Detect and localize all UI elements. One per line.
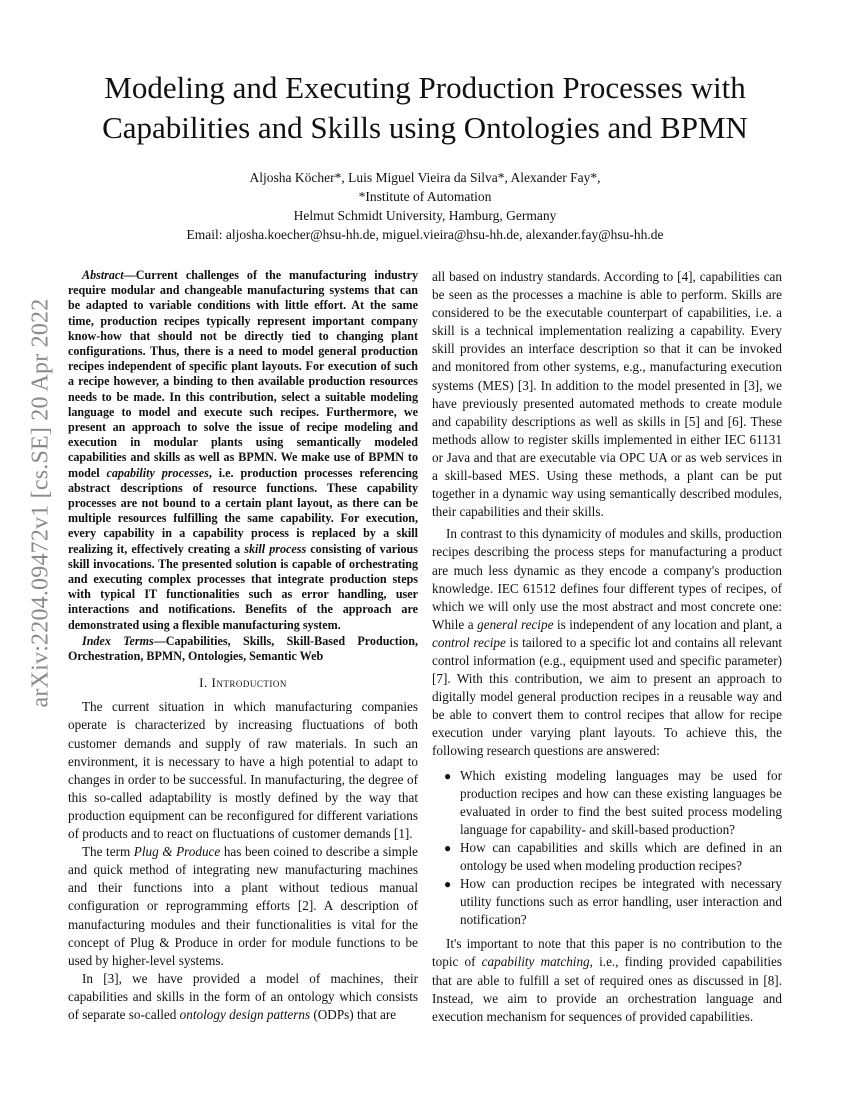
abstract-label: Abstract [82, 268, 124, 282]
author-emails: Email: aljosha.koecher@hsu-hh.de, miguel.vieira@hsu-hh.de, alexander.fay@hsu-hh.de [186, 227, 664, 242]
abstract-em-1: capability processes [106, 465, 209, 480]
right-paragraph-3 [432, 935, 782, 1025]
right-p2-text-b: is independent of any location and plant, a [553, 616, 782, 632]
right-p2-text-c: is tailored to a specific lot and contains all relevant control information (e.g., equipment used and specific parameter) [7]. With this contribution, we aim to present an approach to digitally model general production recipes in a reusable way and be able to convert them to control recipes that allow for recipe execution under varying plant layouts. To achieve this, the following research questions are answered: [432, 634, 782, 759]
right-p2-text-a: In contrast to this dynamicity of modules and skills, production recipes describing the process steps for manufacturing a product are much less dynamic as they encode a company's production knowledge. IEC 61512 defines four different types of recipes, of which we will only use the most abstract and most concrete one: While a [432, 526, 782, 632]
intro-p3-em: ontology design patterns [179, 1006, 311, 1022]
index-terms-label: Index Terms [82, 633, 154, 648]
abstract-text-1: —Current challenges of the manufacturing industry require modular and changeable manufacturing systems that can be adapted to variable conditions with little effort. At the same time, production recipes typically represent important company know-how that should not be directly tied to changing plant configurations. Thus, there is a need to model general production recipes independent of specific plant layouts. For execution of such a recipe however, a binding to then available production resources needs to be made. In this contribution, select a suitable modeling language to model and execute such recipes. Furthermore, we present an approach to solve the issue of recipe modeling and execution in modular plants using semantically modeled capabilities and skills as well as BPMN. We make use of BPMN to model [68, 268, 418, 480]
affiliation-institute: *Institute of Automation [358, 189, 492, 204]
right-column [432, 268, 782, 1026]
intro-p2-text-b: has been coined to describe a simple and quick method of integrating new manufacturing machines and their functions into a plant without tedious manual configuration or reprogramming efforts [2]. A description of manufacturing modules and their functionalities is vital for the concept of Plug & Produce in order for module functions to be used by higher-level systems. [68, 844, 418, 968]
affiliation-university: Helmut Schmidt University, Hamburg, Germany [293, 208, 557, 223]
intro-paragraph-3 [68, 970, 418, 1024]
right-p3-em: capability matching [481, 954, 590, 970]
intro-paragraph-1: The current situation in which manufacturing companies operate is characterized by increasing fluctuations of both customer demands and supply of raw materials. In such an environment, it is necessary to have a high potential to adapt to changes in order to be successful. In manufacturing, the degree of this so-called adaptability is mostly defined by the way that production equipment can be reconfigured for different variations of products and to react on fluctuations of customer demands [1]. [68, 699, 418, 842]
research-questions-list [432, 767, 782, 930]
right-p2-em-control-recipe: control recipe [432, 634, 506, 650]
right-p3-text-b: , i.e., finding provided capabilities that are able to fulfill a set of required ones as discussed in [8]. Instead, we aim to provide an orchestration language and execution mechanism for sequences of provided capabilities. [432, 954, 783, 1024]
right-paragraph-1: all based on industry standards. According to [4], capabilities can be seen as the processes a machine is able to perform. Skills are considered to be the executable counterpart of capabilities, i.e. a skill is a technical implementation realizing a capability. Every skill provides an interface description so that it can be invoked and monitored from other systems, e.g., manufacturing execution systems (MES) [3]. In addition to the model presented in [3], we have previously presented automated methods to create module and capability descriptions as well as skills in [5] and [6]. These methods allow to register skills implemented in either IEC 61131 or Java and that are executable via OPC UA or as web services in a skill-based MES. Using these methods, a plant can be put together in a dynamic way using semantically described modules, their capabilities and their skills. [432, 269, 782, 520]
abstract-text-2: , i.e. production processes referencing abstract descriptions of resource functions. These capability processes are not bound to a certain plant layout, as there can be multiple resources fulfilling the same capability. For execution, every capability in a capability process is replaced by a skill realizing it, effectively creating a [68, 465, 418, 556]
list-item [444, 767, 782, 839]
right-paragraph-2 [432, 525, 782, 760]
left-column [68, 268, 418, 1024]
section-heading-introduction: I. Introduction [199, 675, 287, 691]
research-question-3: How can production recipes be integrated with necessary utility functions such as error handling, user interaction and notification? [460, 876, 782, 928]
list-item [444, 875, 782, 929]
abstract-text-3: consisting of various skill invocations. The presented solution is capable of orchestrating and executing complex processes that integrate production steps with typical IT functionalities such as error handling, user interactions and notifications. Benefits of the approach are demonstrated using a flexible manufacturing system. [68, 541, 418, 632]
intro-p3-text-a: In [3], we have provided a model of machines, their capabilities and skills in the form of an ontology which consists of separate so-called [68, 970, 418, 1022]
arxiv-stamp [16, 296, 66, 710]
author-names: Aljosha Köcher*, Luis Miguel Vieira da Silva*, Alexander Fay*, [249, 170, 601, 185]
list-item [444, 839, 782, 875]
intro-p3-text-b: (ODPs) that are [310, 1006, 397, 1022]
paper-title [60, 68, 790, 148]
abstract [68, 268, 418, 633]
intro-p2-text-a: The term [82, 844, 134, 860]
index-terms [68, 634, 418, 664]
research-question-2: How can capabilities and skills which are defined in an ontology be used when modeling production recipes? [460, 839, 782, 873]
title-line-2: Capabilities and Skills using Ontologies and BPMN [102, 110, 748, 145]
abstract-em-2: skill process [244, 541, 307, 556]
intro-p2-em: Plug & Produce [133, 844, 221, 860]
author-block [60, 168, 790, 244]
right-p2-em-general-recipe: general recipe [477, 616, 554, 632]
bullet-icon: ● [444, 840, 452, 855]
title-line-1: Modeling and Executing Production Processes with [104, 70, 746, 105]
bullet-icon: ● [444, 877, 452, 892]
intro-paragraph-2 [68, 843, 418, 970]
arxiv-stamp-text: arXiv:2204.09472v1 [cs.SE] 20 Apr 2022 [27, 298, 54, 708]
index-terms-text: —Capabilities, Skills, Skill-Based Production, Orchestration, BPMN, Ontologies, Semantic Web [68, 633, 418, 664]
bullet-icon: ● [444, 768, 452, 783]
research-question-1: Which existing modeling languages may be used for production recipes and how can these existing languages be evaluated in order to find the best suited process modeling language for capability- and skill-based production? [460, 767, 782, 837]
right-p3-text-a: It's important to note that this paper is no contribution to the topic of [432, 936, 782, 970]
